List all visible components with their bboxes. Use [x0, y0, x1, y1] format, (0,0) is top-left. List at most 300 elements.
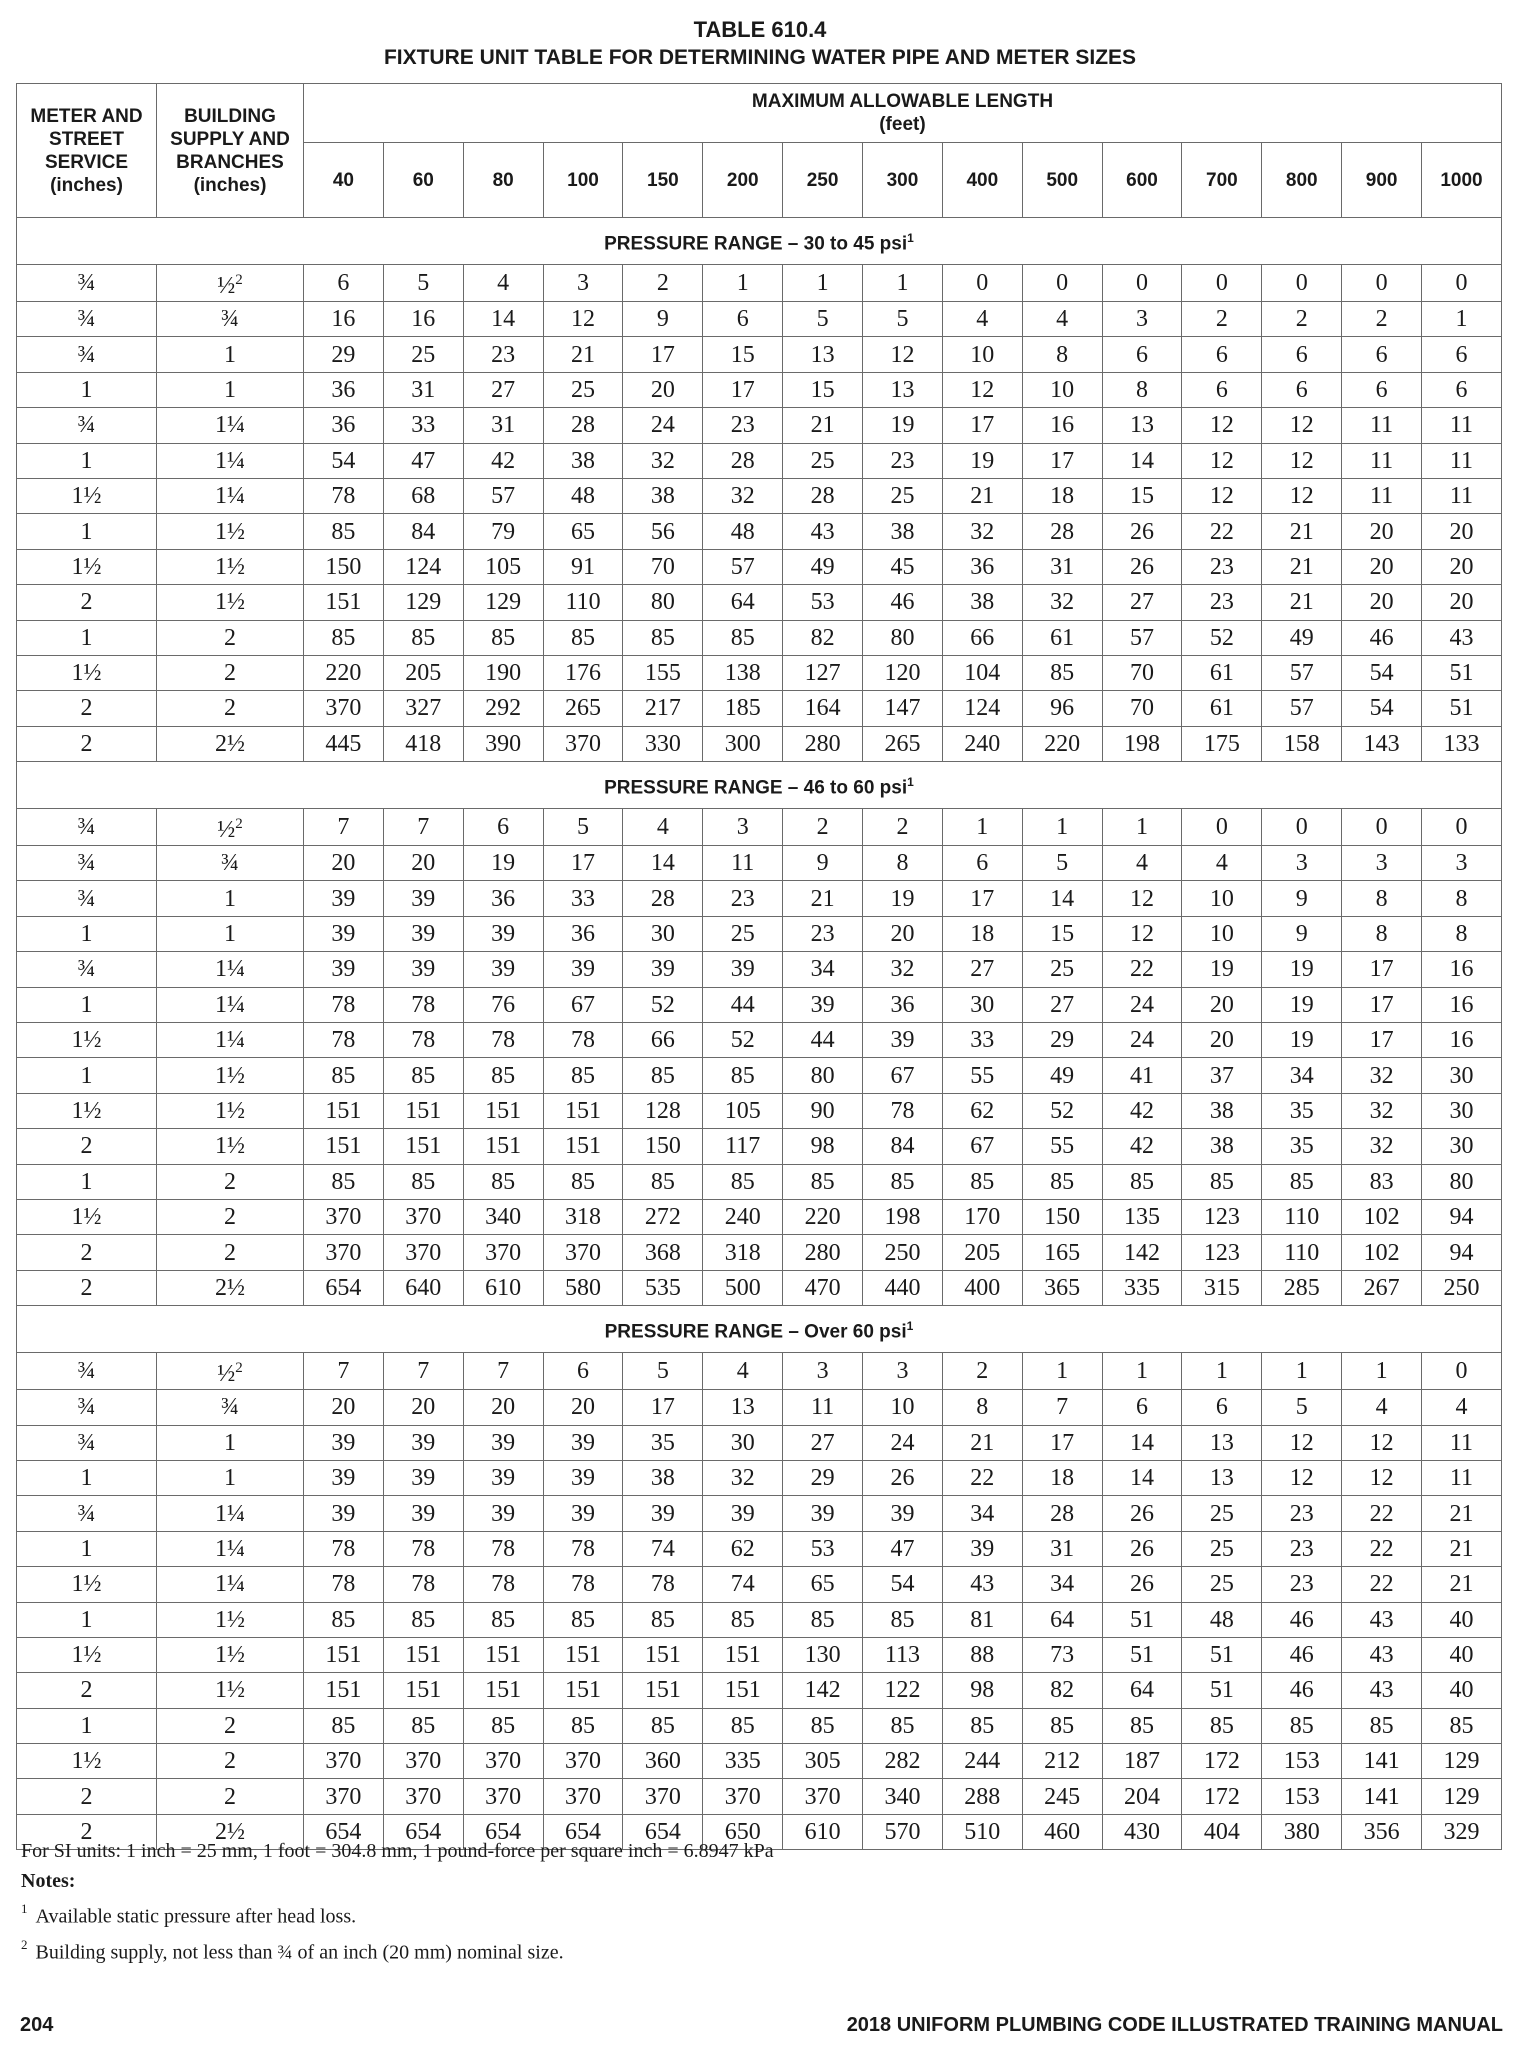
branch-size-cell	[157, 478, 304, 513]
fixture-units-cell: 39	[304, 1496, 384, 1531]
fixture-units-cell: 370	[383, 1744, 463, 1779]
table-row	[17, 1779, 1502, 1814]
fixture-units-cell: 48	[543, 478, 623, 513]
table-row	[17, 1093, 1502, 1128]
fixture-units-cell: 85	[1022, 1164, 1102, 1199]
branch-size-value: 1	[224, 376, 236, 403]
fixture-units-cell: 151	[623, 1673, 703, 1708]
fixture-units-cell: 370	[463, 1235, 543, 1270]
fixture-units-cell: 15	[703, 337, 783, 372]
fixture-units-cell: 76	[463, 987, 543, 1022]
fixture-units-cell: 240	[942, 726, 1022, 761]
fixture-units-cell: 27	[1102, 585, 1182, 620]
fixture-units-cell: 85	[463, 1058, 543, 1093]
fixture-units-cell: 40	[1422, 1673, 1502, 1708]
fixture-units-cell: 150	[304, 549, 384, 584]
fixture-units-cell: 0	[1022, 265, 1102, 302]
fixture-units-cell: 12	[1342, 1425, 1422, 1460]
fixture-units-cell: 36	[543, 916, 623, 951]
fixture-units-cell: 4	[942, 302, 1022, 337]
table-row	[17, 302, 1502, 337]
fixture-units-cell: 33	[942, 1023, 1022, 1058]
fixture-units-cell: 650	[703, 1814, 783, 1849]
fixture-units-cell: 151	[304, 1673, 384, 1708]
fixture-units-cell: 25	[1022, 952, 1102, 987]
fixture-units-cell: 5	[863, 302, 943, 337]
fixture-units-cell: 12	[863, 337, 943, 372]
fixture-units-cell: 21	[1422, 1531, 1502, 1566]
fixture-units-cell: 39	[463, 916, 543, 951]
fixture-units-cell: 85	[1022, 1708, 1102, 1743]
fixture-units-cell: 318	[543, 1199, 623, 1234]
fixture-units-cell: 65	[543, 514, 623, 549]
fixture-units-cell: 29	[304, 337, 384, 372]
branch-size-value: 2½	[215, 1819, 245, 1846]
fixture-units-cell: 43	[1342, 1637, 1422, 1672]
fixture-units-cell: 1	[1262, 1353, 1342, 1390]
table-row	[17, 846, 1502, 881]
fixture-units-cell: 85	[383, 620, 463, 655]
fixture-units-cell: 47	[383, 443, 463, 478]
fixture-units-cell: 32	[703, 1460, 783, 1495]
branch-size-value: 2½	[215, 1274, 245, 1301]
fixture-units-cell: 78	[304, 478, 384, 513]
fixture-units-cell: 220	[304, 655, 384, 690]
fixture-units-cell: 25	[703, 916, 783, 951]
fixture-units-cell: 6	[1342, 337, 1422, 372]
fixture-units-cell: 88	[942, 1637, 1022, 1672]
fixture-units-cell: 39	[463, 1460, 543, 1495]
fixture-units-cell: 13	[1182, 1425, 1262, 1460]
meter-size-cell: 1	[17, 620, 157, 655]
fixture-units-cell: 14	[463, 302, 543, 337]
table-row	[17, 1602, 1502, 1637]
meter-size-cell: 2	[17, 1270, 157, 1305]
fixture-units-cell: 32	[623, 443, 703, 478]
branch-size-value: 2½	[215, 730, 245, 757]
fixture-units-cell: 85	[463, 1164, 543, 1199]
table-row	[17, 1673, 1502, 1708]
branch-size-value: 1¼	[215, 1027, 245, 1054]
length-header-cell: 150	[623, 143, 703, 218]
pressure-range-note-mark: 1	[907, 230, 914, 245]
fixture-units-cell: 85	[543, 620, 623, 655]
fixture-units-cell: 16	[1022, 408, 1102, 443]
fixture-units-cell: 430	[1102, 1814, 1182, 1849]
note-1	[21, 1896, 774, 1932]
fixture-units-cell: 370	[383, 1235, 463, 1270]
fixture-units-cell: 104	[942, 655, 1022, 690]
branch-size-cell	[157, 691, 304, 726]
pressure-range-label	[17, 218, 1502, 265]
fixture-units-cell: 46	[1262, 1673, 1342, 1708]
fixture-units-cell: 19	[863, 881, 943, 916]
fixture-units-cell: 147	[863, 691, 943, 726]
fixture-units-cell: 390	[463, 726, 543, 761]
fixture-units-cell: 49	[1022, 1058, 1102, 1093]
branch-size-value: 1¼	[215, 956, 245, 983]
fixture-units-cell: 418	[383, 726, 463, 761]
meter-size-cell: 1½	[17, 1023, 157, 1058]
fixture-units-cell: 282	[863, 1744, 943, 1779]
fixture-units-cell: 85	[783, 1708, 863, 1743]
fixture-units-cell: 16	[304, 302, 384, 337]
fixture-units-cell: 20	[1342, 585, 1422, 620]
fixture-units-cell: 14	[1102, 1460, 1182, 1495]
pressure-range-text: PRESSURE RANGE – 30 to 45 psi	[604, 233, 908, 255]
fixture-units-cell: 94	[1422, 1235, 1502, 1270]
fixture-units-cell: 39	[383, 1496, 463, 1531]
branch-size-value: 2	[224, 1783, 236, 1810]
fixture-units-cell: 20	[1342, 514, 1422, 549]
fixture-units-cell: 85	[383, 1058, 463, 1093]
fixture-units-cell: 12	[1342, 1460, 1422, 1495]
fixture-units-cell: 22	[1342, 1567, 1422, 1602]
fixture-units-cell: 78	[463, 1567, 543, 1602]
branch-size-cell	[157, 1235, 304, 1270]
branch-size-value: 1	[224, 921, 236, 948]
fixture-units-cell: 25	[383, 337, 463, 372]
fixture-units-cell: 70	[1102, 691, 1182, 726]
fixture-units-cell: 39	[703, 952, 783, 987]
fixture-units-cell: 198	[1102, 726, 1182, 761]
fixture-units-cell: 19	[1262, 952, 1342, 987]
fixture-units-cell: 8	[1342, 881, 1422, 916]
fixture-units-cell: 85	[383, 1602, 463, 1637]
length-header-cell: 200	[703, 143, 783, 218]
fixture-units-cell: 39	[304, 1425, 384, 1460]
fixture-units-cell: 64	[1022, 1602, 1102, 1637]
fixture-units-cell: 370	[543, 1779, 623, 1814]
fixture-units-cell: 44	[703, 987, 783, 1022]
fixture-units-cell: 150	[1022, 1199, 1102, 1234]
table-row	[17, 1270, 1502, 1305]
fixture-units-cell: 48	[703, 514, 783, 549]
meter-size-cell: 1	[17, 1602, 157, 1637]
fixture-units-cell: 20	[863, 916, 943, 951]
fixture-units-cell: 25	[1182, 1567, 1262, 1602]
fixture-units-cell: 94	[1422, 1199, 1502, 1234]
fixture-units-cell: 4	[463, 265, 543, 302]
fixture-units-cell: 13	[783, 337, 863, 372]
fixture-units-cell: 7	[304, 1353, 384, 1390]
fixture-units-cell: 64	[703, 585, 783, 620]
fixture-units-cell: 85	[1182, 1164, 1262, 1199]
fixture-units-cell: 19	[863, 408, 943, 443]
fixture-units-cell: 11	[1422, 478, 1502, 513]
fixture-units-cell: 12	[1262, 478, 1342, 513]
branch-size-value: 1¼	[215, 991, 245, 1018]
meter-size-cell: ¾	[17, 846, 157, 881]
fixture-units-cell: 285	[1262, 1270, 1342, 1305]
fixture-units-cell: 172	[1182, 1744, 1262, 1779]
fixture-units-cell: 570	[863, 1814, 943, 1849]
fixture-units-cell: 12	[1262, 408, 1342, 443]
fixture-units-cell: 46	[863, 585, 943, 620]
fixture-units-cell: 26	[1102, 514, 1182, 549]
fixture-units-cell: 46	[1262, 1602, 1342, 1637]
fixture-units-cell: 32	[1342, 1129, 1422, 1164]
fixture-units-cell: 18	[1022, 478, 1102, 513]
fixture-units-cell: 129	[1422, 1779, 1502, 1814]
fixture-units-cell: 21	[783, 881, 863, 916]
fixture-units-cell: 34	[942, 1496, 1022, 1531]
fixture-units-cell: 2	[1182, 302, 1262, 337]
branch-size-cell	[157, 1460, 304, 1495]
fixture-units-cell: 28	[543, 408, 623, 443]
fixture-units-cell: 78	[623, 1567, 703, 1602]
fixture-units-cell: 73	[1022, 1637, 1102, 1672]
fixture-units-cell: 85	[543, 1058, 623, 1093]
fixture-units-cell: 85	[1262, 1708, 1342, 1743]
branch-size-cell	[157, 620, 304, 655]
fixture-units-cell: 158	[1262, 726, 1342, 761]
fixture-units-cell: 28	[1022, 514, 1102, 549]
fixture-units-cell: 165	[1022, 1235, 1102, 1270]
pressure-range-row	[17, 1306, 1502, 1353]
fixture-units-cell: 20	[463, 1390, 543, 1425]
branch-size-cell	[157, 1093, 304, 1128]
meter-size-cell: 1	[17, 1058, 157, 1093]
fixture-units-cell: 21	[1422, 1567, 1502, 1602]
fixture-units-cell: 24	[1102, 987, 1182, 1022]
fixture-units-cell: 335	[703, 1744, 783, 1779]
meter-size-cell: ¾	[17, 265, 157, 302]
fixture-units-cell: 3	[1342, 846, 1422, 881]
fixture-units-cell: 123	[1182, 1235, 1262, 1270]
fixture-units-cell: 8	[942, 1390, 1022, 1425]
branch-size-cell	[157, 302, 304, 337]
max-length-header	[304, 84, 1502, 143]
fixture-units-cell: 212	[1022, 1744, 1102, 1779]
fixture-units-cell: 9	[623, 302, 703, 337]
fixture-units-cell: 85	[304, 1602, 384, 1637]
fixture-units-cell: 654	[543, 1814, 623, 1849]
fixture-units-cell: 12	[1102, 881, 1182, 916]
meter-size-cell: 1	[17, 1460, 157, 1495]
fixture-units-cell: 170	[942, 1199, 1022, 1234]
note-1-text: Available static pressure after head loss.	[35, 1905, 357, 1928]
fixture-units-cell: 16	[1422, 1023, 1502, 1058]
fixture-units-cell: 610	[463, 1270, 543, 1305]
fixture-units-cell: 35	[623, 1425, 703, 1460]
fixture-units-cell: 90	[783, 1093, 863, 1128]
table-caption: FIXTURE UNIT TABLE FOR DETERMINING WATER PIPE AND METER SIZES	[383, 46, 1137, 69]
fixture-units-cell: 129	[1422, 1744, 1502, 1779]
fixture-units-cell: 176	[543, 655, 623, 690]
fixture-units-cell: 19	[1262, 1023, 1342, 1058]
fixture-units-cell: 11	[1422, 1460, 1502, 1495]
fixture-units-cell: 370	[304, 1199, 384, 1234]
fixture-units-cell: 46	[1262, 1637, 1342, 1672]
fixture-units-cell: 640	[383, 1270, 463, 1305]
branch-size-value: 2	[224, 1239, 236, 1266]
fixture-units-cell: 654	[304, 1270, 384, 1305]
fixture-units-cell: 84	[383, 514, 463, 549]
fixture-units-cell: 12	[1262, 1425, 1342, 1460]
fixture-units-cell: 23	[863, 443, 943, 478]
fixture-units-cell: 6	[1262, 372, 1342, 407]
branch-note-mark: 2	[235, 272, 243, 288]
fixture-units-cell: 370	[543, 1235, 623, 1270]
length-header-cell: 800	[1262, 143, 1342, 218]
fixture-units-cell: 141	[1342, 1744, 1422, 1779]
fixture-units-cell: 330	[623, 726, 703, 761]
branch-size-value: 1¼	[215, 1535, 245, 1562]
fixture-units-cell: 40	[1422, 1602, 1502, 1637]
table-row	[17, 1235, 1502, 1270]
fixture-units-cell: 19	[463, 846, 543, 881]
fixture-units-cell: 30	[703, 1425, 783, 1460]
fixture-units-cell: 7	[463, 1353, 543, 1390]
fixture-units-cell: 28	[703, 443, 783, 478]
fixture-units-cell: 204	[1102, 1779, 1182, 1814]
fixture-units-cell: 102	[1342, 1199, 1422, 1234]
fixture-units-cell: 84	[863, 1129, 943, 1164]
fixture-units-cell: 12	[1102, 916, 1182, 951]
fixture-units-cell: 151	[463, 1129, 543, 1164]
fixture-units-cell: 39	[863, 1496, 943, 1531]
fixture-units-cell: 155	[623, 655, 703, 690]
fixture-units-cell: 9	[783, 846, 863, 881]
fixture-units-cell: 220	[783, 1199, 863, 1234]
fixture-units-cell: 85	[383, 1708, 463, 1743]
fixture-units-cell: 39	[783, 1496, 863, 1531]
fixture-units-cell: 6	[1422, 337, 1502, 372]
fixture-units-cell: 13	[1102, 408, 1182, 443]
fixture-units-cell: 6	[1102, 337, 1182, 372]
meter-size-cell: 1½	[17, 549, 157, 584]
branch-size-value: 1¼	[215, 483, 245, 510]
meter-size-cell: 2	[17, 585, 157, 620]
fixture-units-cell: 78	[543, 1567, 623, 1602]
fixture-units-cell: 1	[1022, 809, 1102, 846]
fixture-units-cell: 43	[1422, 620, 1502, 655]
fixture-units-cell: 62	[942, 1093, 1022, 1128]
meter-size-cell: ¾	[17, 1496, 157, 1531]
fixture-units-cell: 85	[304, 514, 384, 549]
fixture-units-cell: 110	[543, 585, 623, 620]
fixture-units-cell: 57	[703, 549, 783, 584]
table-row	[17, 1353, 1502, 1390]
fixture-units-cell: 141	[1342, 1779, 1422, 1814]
fixture-units-cell: 36	[942, 549, 1022, 584]
branch-note-mark: 2	[235, 1360, 243, 1377]
fixture-units-cell: 17	[942, 881, 1022, 916]
table-number: TABLE 610.4	[693, 17, 827, 42]
fixture-units-cell: 20	[1422, 585, 1502, 620]
fixture-units-cell: 54	[863, 1567, 943, 1602]
fixture-units-cell: 0	[1422, 265, 1502, 302]
length-header-cell: 100	[543, 143, 623, 218]
fixture-units-cell: 12	[1182, 408, 1262, 443]
fixture-units-cell: 7	[1022, 1390, 1102, 1425]
fixture-units-cell: 34	[1262, 1058, 1342, 1093]
fixture-units-cell: 0	[1342, 265, 1422, 302]
meter-size-cell: ¾	[17, 302, 157, 337]
fixture-units-cell: 40	[1422, 1637, 1502, 1672]
fixture-units-cell: 142	[783, 1673, 863, 1708]
fixture-units-cell: 7	[304, 809, 384, 846]
fixture-units-cell: 7	[383, 1353, 463, 1390]
fixture-units-cell: 19	[942, 443, 1022, 478]
fixture-units-cell: 85	[463, 1708, 543, 1743]
branch-size-value: 2	[224, 695, 236, 722]
fixture-units-cell: 53	[783, 1531, 863, 1566]
table-row	[17, 1129, 1502, 1164]
branch-size-cell	[157, 952, 304, 987]
fixture-units-cell: 18	[1022, 1460, 1102, 1495]
fixture-units-cell: 0	[1422, 1353, 1502, 1390]
meter-size-cell: 1½	[17, 1567, 157, 1602]
meter-size-cell: 1½	[17, 1744, 157, 1779]
fixture-units-cell: 120	[863, 655, 943, 690]
fixture-units-cell: 25	[863, 478, 943, 513]
fixture-units-cell: 8	[1022, 337, 1102, 372]
fixture-units-cell: 65	[783, 1567, 863, 1602]
fixture-units-cell: 34	[783, 952, 863, 987]
table-row	[17, 585, 1502, 620]
fixture-units-cell: 105	[703, 1093, 783, 1128]
fixture-units-cell: 21	[1262, 549, 1342, 584]
fixture-units-cell: 43	[1342, 1602, 1422, 1637]
branch-size-cell	[157, 1425, 304, 1460]
fixture-units-cell: 0	[1182, 809, 1262, 846]
fixture-units-cell: 20	[1182, 1023, 1262, 1058]
fixture-units-cell: 3	[1102, 302, 1182, 337]
table-row	[17, 372, 1502, 407]
meter-size-cell: ¾	[17, 952, 157, 987]
fixture-units-cell: 54	[1342, 655, 1422, 690]
fixture-units-cell: 56	[623, 514, 703, 549]
fixture-units-cell: 78	[383, 987, 463, 1022]
branch-size-cell	[157, 655, 304, 690]
fixture-units-cell: 74	[703, 1567, 783, 1602]
fixture-units-cell: 500	[703, 1270, 783, 1305]
meter-size-cell: 1½	[17, 1199, 157, 1234]
branch-size-value: 2	[224, 1204, 236, 1231]
fixture-units-cell: 39	[383, 881, 463, 916]
fixture-units-cell: 654	[463, 1814, 543, 1849]
fixture-units-cell: 98	[783, 1129, 863, 1164]
fixture-units-cell: 22	[1102, 952, 1182, 987]
fixture-units-cell: 4	[703, 1353, 783, 1390]
fixture-units-cell: 51	[1102, 1602, 1182, 1637]
fixture-units-cell: 3	[703, 809, 783, 846]
fixture-units-cell: 128	[623, 1093, 703, 1128]
fixture-units-cell: 36	[463, 881, 543, 916]
fixture-units-cell: 39	[463, 1496, 543, 1531]
length-header-cell: 80	[463, 143, 543, 218]
fixture-units-cell: 654	[383, 1814, 463, 1849]
fixture-units-cell: 6	[1102, 1390, 1182, 1425]
fixture-units-cell: 66	[623, 1023, 703, 1058]
fixture-units-cell: 85	[703, 1164, 783, 1199]
fixture-units-cell: 122	[863, 1673, 943, 1708]
branch-size-value: 2	[224, 1168, 236, 1195]
fixture-units-cell: 305	[783, 1744, 863, 1779]
table-row	[17, 408, 1502, 443]
page-number: 204	[20, 2014, 54, 2036]
fixture-units-cell: 68	[383, 478, 463, 513]
fixture-units-cell: 48	[1182, 1602, 1262, 1637]
branch-size-cell	[157, 1602, 304, 1637]
fixture-units-cell: 38	[1182, 1093, 1262, 1128]
fixture-units-cell: 61	[1182, 691, 1262, 726]
fixture-units-cell: 28	[783, 478, 863, 513]
branch-size-value: 2	[224, 660, 236, 687]
fixture-units-cell: 39	[543, 1425, 623, 1460]
